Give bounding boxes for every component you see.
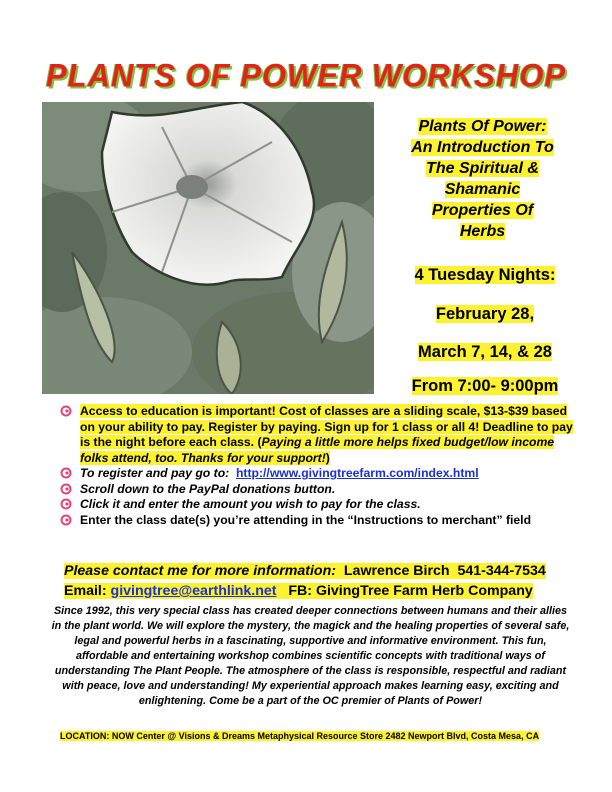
location-line: LOCATION: NOW Center @ Visions & Dreams Metaphysical Resource Store 2482 Newport Blvd, Costa Mesa, CA <box>60 731 540 741</box>
subtitle-line: An Introduction To <box>411 139 554 156</box>
subtitle-line: Shamanic <box>444 181 521 198</box>
contact-line: Please contact me for more information: Lawrence Birch 541-344-7534 <box>64 563 546 579</box>
swirl-bullet-icon <box>60 514 72 526</box>
list-item: Enter the class date(s) you’re attending in the “Instructions to merchant” field <box>58 513 578 529</box>
description-paragraph: Since 1992, this very special class has created deeper connections between humans and their allies in the plant world. We will explore the mystery, the magick and the healing properties of several safe, legal and powerful herbs in a fascinating, supportive and informative environment. This fun, affordable and entertaining workshop combines scientific concepts with traditional ways of understanding The Plant People. The atmosphere of the class is responsible, respectful and radiant with peace, love and understanding! My experiential approach makes learning easy, exciting and enlightening. Come be a part of the OC premier of Plants of Power! <box>51 605 570 707</box>
info-bullet-list <box>58 404 578 528</box>
datura-flower-photo <box>42 102 374 394</box>
schedule-date-march: March 7, 14, & 28 <box>418 343 552 361</box>
register-link[interactable]: http://www.givingtreefarm.com/index.html <box>235 466 479 480</box>
swirl-bullet-icon <box>60 405 72 417</box>
list-item: Access to education is important! Cost of classes are a sliding scale, $13-$39 based on your ability to pay. Register by paying. Sign up for 1 class or all 4! Deadline to pay is the night before each class. (Paying a little more helps fixed budget/low income folks attend, too. Thanks for your support!) <box>58 404 578 466</box>
page-title: PLANTS OF POWER WORKSHOP <box>46 57 566 94</box>
subtitle-line: Properties Of <box>431 202 534 219</box>
course-subtitle <box>380 116 585 242</box>
schedule-nights: 4 Tuesday Nights: <box>414 266 556 284</box>
swirl-bullet-icon <box>60 467 72 479</box>
schedule-date-feb: February 28, <box>435 305 535 323</box>
subtitle-line: Herbs <box>459 223 506 240</box>
list-item: Click it and enter the amount you wish to pay for the class. <box>58 497 578 513</box>
contact-email-line: Email: givingtree@earthlink.net FB: GivingTree Farm Herb Company <box>64 583 533 599</box>
list-item: To register and pay go to: http://www.givingtreefarm.com/index.html <box>58 466 578 482</box>
schedule-time: From 7:00- 9:00pm <box>411 377 559 395</box>
contact-phone: 541-344-7534 <box>457 563 546 579</box>
list-item: Scroll down to the PayPal donations button. <box>58 482 578 498</box>
email-link[interactable]: givingtree@earthlink.net <box>110 583 277 599</box>
contact-name: Lawrence Birch <box>343 563 450 579</box>
swirl-bullet-icon <box>60 483 72 495</box>
subtitle-line: The Spiritual & <box>426 160 539 177</box>
subtitle-line: Plants Of Power: <box>418 118 547 135</box>
facebook-label: FB: GivingTree Farm Herb Company <box>288 583 533 599</box>
swirl-bullet-icon <box>60 498 72 510</box>
